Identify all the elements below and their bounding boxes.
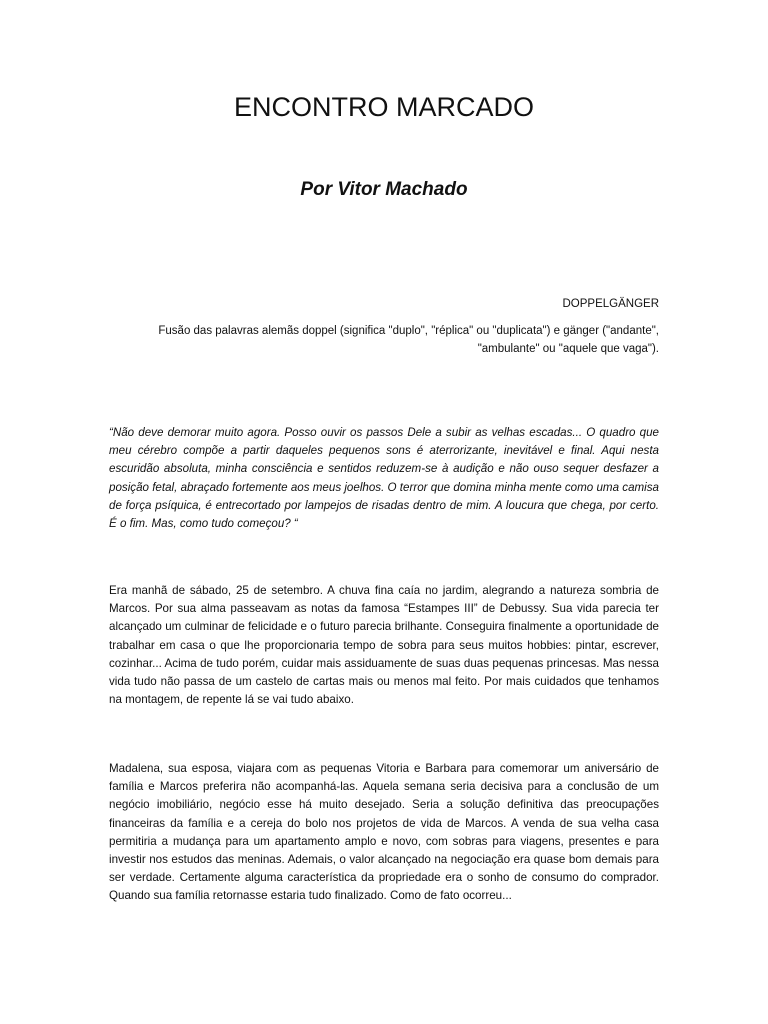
opening-quote: “Não deve demorar muito agora. Posso ouvir os passos Dele a subir as velhas escadas... O quadro que meu cérebro compõe a partir daqueles pequenos sons é aterrorizante, inevitável e final. Aqui nesta escuridão absoluta, minha consciência e sentidos reduzem-se à audição e não ouso sequer desfazer a posição fetal, abraçado fortemente aos meus joelhos. O terror que domina minha mente como uma camisa de força psíquica, é entrecortado por lampejos de risadas dentro de mim. A loucura que chega, por certo. É o fim. Mas, como tudo começou? “ [109, 426, 659, 531]
document-title: ENCONTRO MARCADO [233, 92, 534, 122]
epigraph-definition: Fusão das palavras alemãs doppel (significa "duplo", "réplica" ou "duplicata") e gänger ("andante", "ambulante" ou "aquele que vaga"). [158, 325, 659, 355]
body-paragraph-2: Madalena, sua esposa, viajara com as pequenas Vitoria e Barbara para comemorar um aniversário de família e Marcos preferira não acompanhá-las. Aquela semana seria decisiva para a conclusão de um negócio imobiliário, negócio esse há muito desejado. Seria a solução definitiva das preocupações financeiras da família e a cereja do bolo nos projetos de vida de Marcos. A venda de sua velha casa permitiria a mudança para um apartamento amplo e novo, com sobras para viagens, presentes e para investir nos estudos das meninas. Ademais, o valor alcançado na negociação era quase bom demais para ser verdade. Certamente alguma característica da propriedade era o sonho de consumo do comprador. Quando sua família retornasse estaria tudo finalizado. Como de fato ocorreu... [109, 762, 659, 903]
epigraph-term: DOPPELGÄNGER [562, 298, 659, 310]
author-byline: Por Vitor Machado [300, 179, 468, 200]
body-paragraph-1: Era manhã de sábado, 25 de setembro. A chuva fina caía no jardim, alegrando a natureza sombria de Marcos. Por sua alma passeavam as notas da famosa “Estampes III” de Debussy. Sua vida parecia ter alcançado um culminar de felicidade e o futuro parecia brilhante. Conseguira finalmente a oportunidade de trabalhar em casa o que lhe proporcionaria tempo de sobra para seus muitos hobbies: pintar, escrever, cozinhar... Acima de tudo porém, cuidar mais assiduamente de suas duas pequenas princesas. Mas nessa vida tudo não passa de um castelo de cartas mais ou menos mal feito. Por mais cuidados que tenhamos na montagem, de repente lá se vai tudo abaixo. [109, 584, 659, 707]
